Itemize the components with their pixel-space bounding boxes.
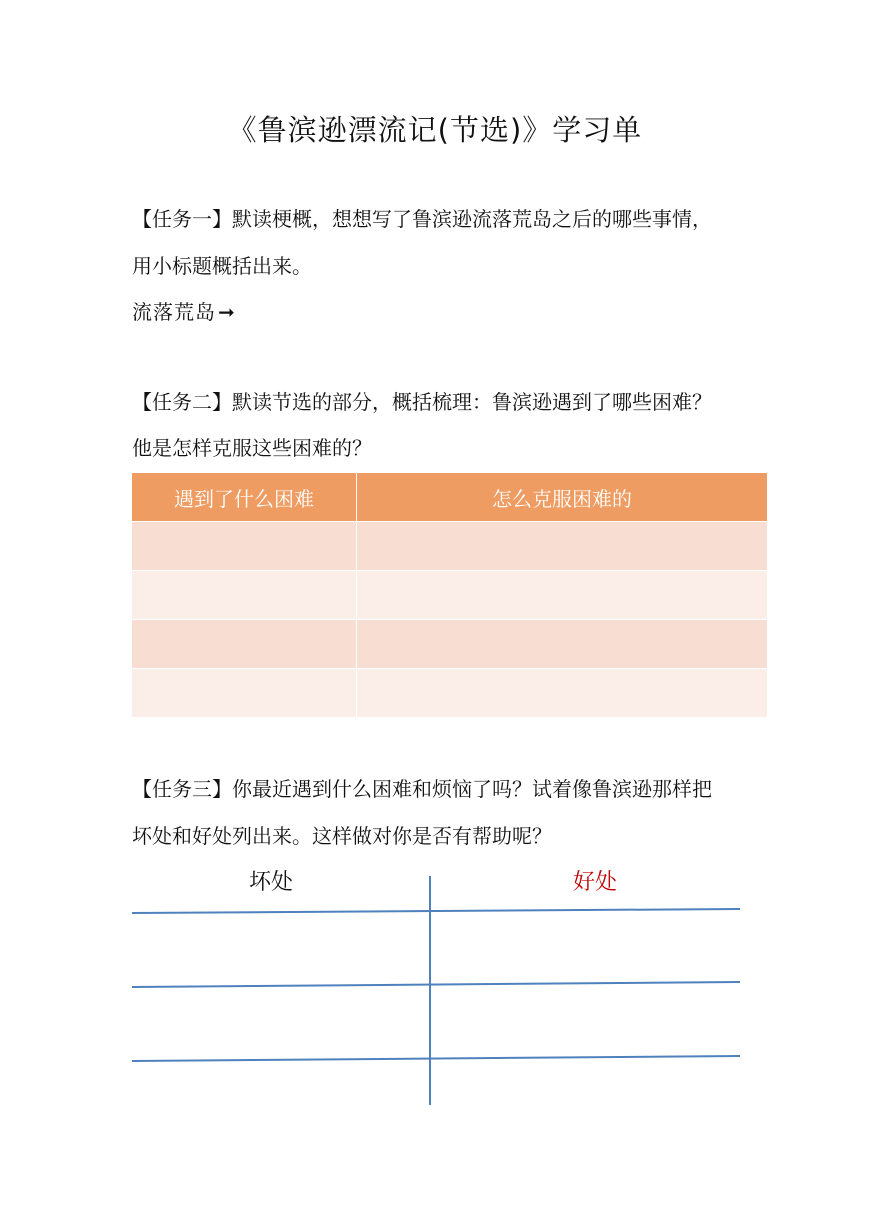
table-cell-solution[interactable]: [357, 571, 768, 620]
task2-instruction-line1: 【任务二】默读节选的部分，概括梳理：鲁滨逊遇到了哪些困难？: [132, 390, 712, 414]
task3-instruction-line1: 【任务三】你最近遇到什么困难和烦恼了吗？试着像鲁滨逊那样把: [132, 777, 712, 801]
table-cell-difficulty[interactable]: [132, 669, 357, 718]
table-cell-difficulty[interactable]: [132, 522, 357, 571]
task3-instruction-line2: 坏处和好处列出来。这样做对你是否有帮助呢？: [132, 824, 552, 848]
grid-row-line: [132, 982, 740, 987]
table-row: [132, 522, 767, 571]
task2-instruction-line2: 他是怎样克服这些困难的？: [132, 436, 372, 460]
right-arrow-icon: ➞: [218, 300, 236, 324]
table-cell-solution[interactable]: [357, 522, 768, 571]
table-cell-difficulty[interactable]: [132, 620, 357, 669]
table-header-row: [132, 473, 767, 522]
table-row: [132, 620, 767, 669]
task1-instruction-line1: 【任务一】默读梗概，想想写了鲁滨逊流落荒岛之后的哪些事情，: [132, 207, 712, 231]
grid-row-line: [132, 1056, 740, 1061]
pros-column-heading: 好处: [573, 870, 618, 895]
table-header-solution: 怎么克服困难的: [357, 473, 768, 522]
table-row: [132, 571, 767, 620]
table-row: [132, 669, 767, 718]
grid-row-line: [132, 909, 740, 913]
difficulty-table: [132, 473, 767, 717]
table-header-difficulty: 遇到了什么困难: [132, 473, 357, 522]
task1-start-label: 流落荒岛: [132, 300, 216, 324]
task1-instruction-line2: 用小标题概括出来。: [132, 254, 312, 278]
page-title: 《鲁滨逊漂流记(节选)》学习单: [227, 113, 643, 147]
table-cell-difficulty[interactable]: [132, 571, 357, 620]
table-cell-solution[interactable]: [357, 620, 768, 669]
table-cell-solution[interactable]: [357, 669, 768, 718]
task1-answer-start: [132, 298, 236, 326]
cons-column-heading: 坏处: [249, 870, 294, 895]
